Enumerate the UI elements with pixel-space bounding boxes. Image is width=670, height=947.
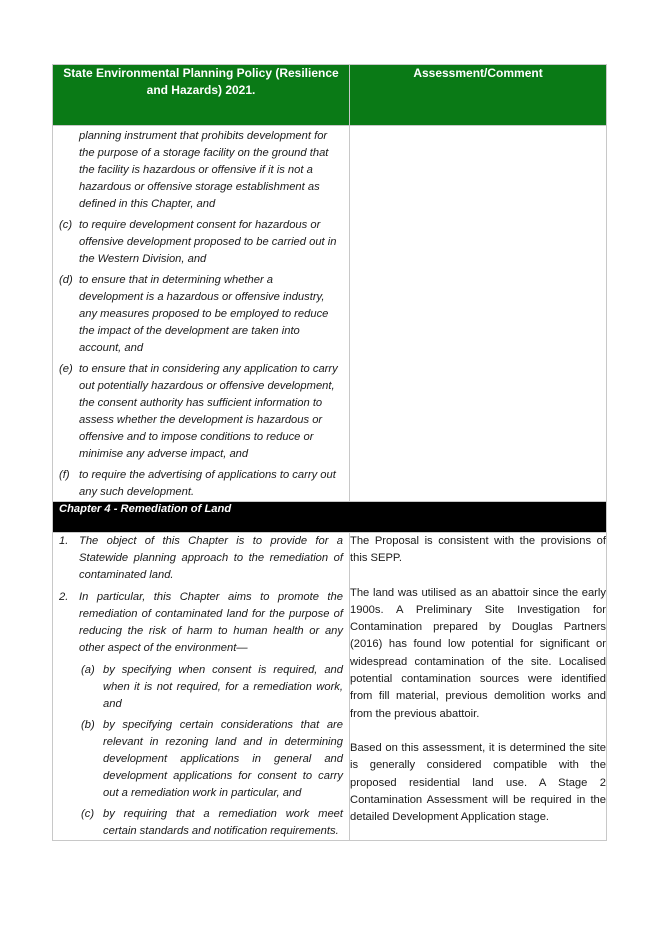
assessment-paragraph: Based on this assessment, it is determined the site is generally considered compatible with the proposed residential land use. A Stage 2 Contamination Assessment will be required in the detailed Development Application stage. [350,741,606,824]
sub-item-text: by specifying when consent is required, and when it is not required, for a remediation work, and [103,664,343,710]
item-text: to require development consent for hazardous or offensive development proposed to be carried out in the Western Division, and [79,219,337,265]
list-item [53,467,349,501]
sub-item-text: by requiring that a remediation work meet certain standards and notification requirements. [103,808,343,837]
assessment-paragraph: The Proposal is consistent with the provisions of this SEPP. [350,535,606,565]
item-label: (c) [59,219,73,231]
list-item [53,361,349,463]
objective-label: 2. [59,591,69,603]
chapter-heading: Chapter 4 - Remediation of Land [53,502,607,533]
list-item [53,272,349,357]
chapter-heading-row [53,502,607,533]
continuation-assessment-cell [350,126,607,502]
sepp-assessment-table [52,64,607,841]
sub-item [53,806,349,840]
continuation-row [53,126,607,502]
objective-item [53,589,349,657]
assessment-cell [350,533,607,841]
continuation-text: planning instrument that prohibits development for the purpose of a storage facility on the ground that the facility is hazardous or offensive if it is not a hazardous or offensive storage establishment as defined in this Chapter, and [79,130,329,210]
objective-text: The object of this Chapter is to provide for a Statewide planning approach to the remediation of contaminated land. [79,535,343,581]
assessment-paragraph: The land was utilised as an abattoir since the early 1900s. A Preliminary Site Investigation for Contamination prepared by Douglas Partners (2016) has found low potential for significant or widespread contamination of the site. Localised potential contamination sources were identified from fill material, previous demolition works and from the previous abattoir. [350,586,606,720]
item-label: (e) [59,363,73,375]
sub-item [53,717,349,802]
objectives-cell [53,533,350,841]
table-header-row [53,65,607,126]
sub-item-label: (b) [81,719,95,731]
objective-label: 1. [59,535,69,547]
chapter4-row [53,533,607,841]
objective-text: In particular, this Chapter aims to promote the remediation of contaminated land for the purpose of reducing the risk of harm to human health or any other aspect of the environment— [79,591,343,654]
col2-header: Assessment/Comment [350,65,607,126]
continuation-cell [53,126,350,502]
sub-item-label: (c) [81,808,95,820]
col1-header: State Environmental Planning Policy (Resilience and Hazards) 2021. [53,65,350,126]
sub-item-label: (a) [81,664,95,676]
item-label: (d) [59,274,73,286]
item-text: to require the advertising of applications to carry out any such development. [79,469,336,498]
objective-item [53,533,349,584]
sub-item-text: by specifying certain considerations that are relevant in rezoning land and in determining development applications in general and development applications for consent to carry out a remediation work in particular, and [103,719,343,799]
item-text: to ensure that in considering any application to carry out potentially hazardous or offensive development, the consent authority has sufficient information to assess whether the development is hazardous or offensive and to impose conditions to reduce or minimise any adverse impact, and [79,363,338,460]
sub-item [53,662,349,713]
item-text: to ensure that in determining whether a development is a hazardous or offensive industry, any measures proposed to be employed to reduce the impact of the development are taken into account, and [79,274,329,354]
item-label: (f) [59,469,70,481]
list-item [53,217,349,268]
